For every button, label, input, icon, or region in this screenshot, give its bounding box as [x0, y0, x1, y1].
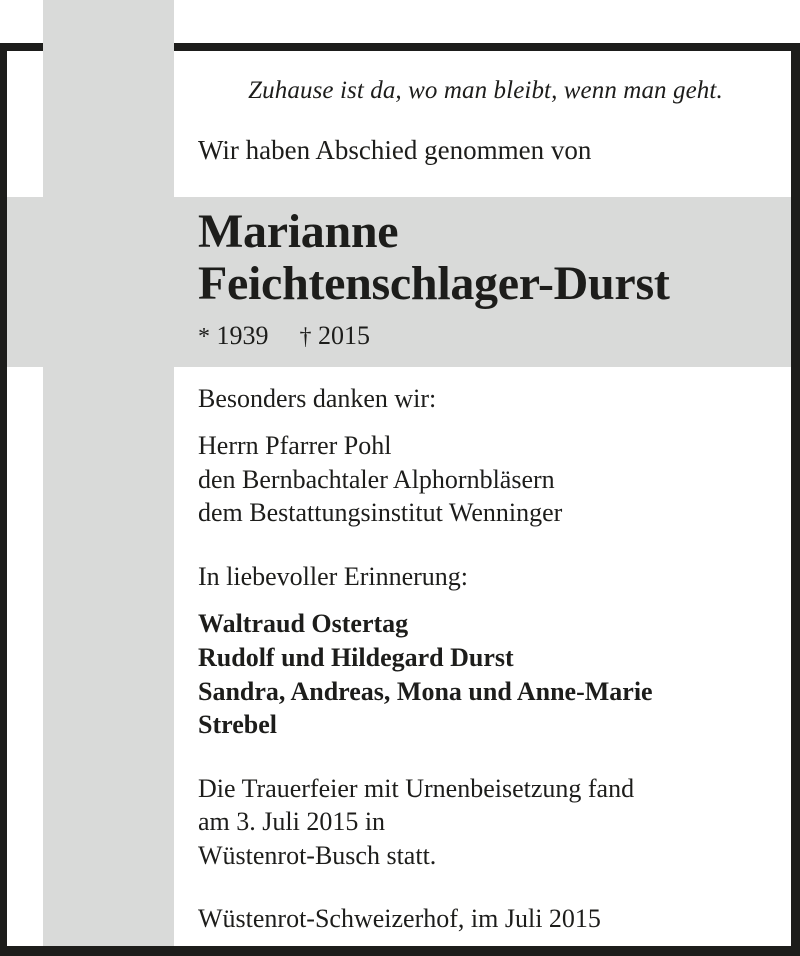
mourner-list: [198, 607, 773, 741]
deceased-name-block: [198, 206, 773, 351]
thanks-list: [198, 429, 773, 530]
notice-content: [198, 51, 773, 936]
thanks-line: Herrn Pfarrer Pohl: [198, 431, 392, 461]
frame-border-right: [791, 43, 800, 956]
death-cross-icon: †: [299, 324, 312, 350]
place-and-date: Wüstenrot-Schweizerhof, im Juli 2015: [198, 904, 601, 934]
birth-year: 1939: [216, 321, 269, 350]
thanks-line: den Bernbachtaler Alphornbläsern: [198, 464, 555, 494]
cross-vertical-bar: [43, 0, 174, 946]
ceremony-line: Die Trauerfeier mit Urnenbeisetzung fand: [198, 773, 635, 803]
ceremony-line: Wüstenrot-Busch statt.: [198, 840, 437, 870]
memory-heading: In liebevoller Erinnerung:: [198, 561, 469, 591]
frame-border-bottom: [0, 946, 800, 956]
ceremony-line: am 3. Juli 2015 in: [198, 807, 386, 837]
mourner-line: Waltraud Ostertag: [198, 609, 409, 639]
mourner-line: Sandra, Andreas, Mona und Anne-Marie: [198, 676, 653, 706]
deceased-last-name: Feichtenschlager-Durst: [198, 257, 670, 311]
life-dates: [198, 320, 773, 352]
ceremony-details: [198, 772, 773, 873]
mourner-line: Rudolf und Hildegard Durst: [198, 642, 514, 672]
thanks-line: dem Bestattungsinstitut Wenninger: [198, 498, 563, 528]
deceased-first-name: Marianne: [198, 205, 399, 259]
frame-border-left: [0, 43, 7, 956]
death-year: 2015: [318, 321, 370, 350]
thanks-heading: Besonders danken wir:: [198, 383, 437, 413]
birth-star-icon: *: [198, 324, 210, 350]
farewell-line: Wir haben Abschied genommen von: [198, 135, 592, 166]
mourner-line: Strebel: [198, 710, 277, 740]
memorial-quote: Zuhause ist da, wo man bleibt, wenn man geht.: [248, 77, 723, 104]
